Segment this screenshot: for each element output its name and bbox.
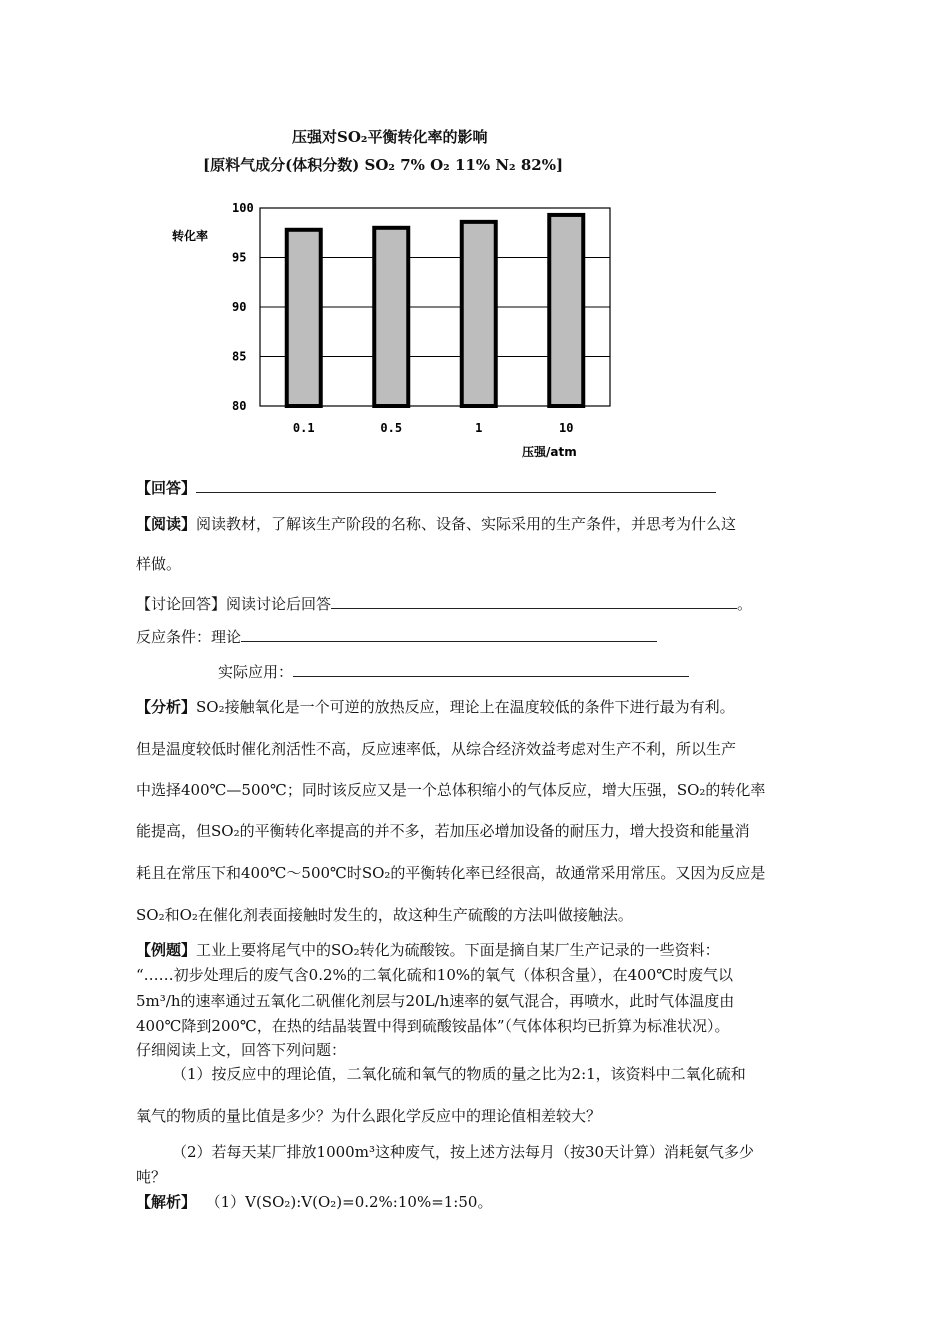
analysis-line-3: 中选择400℃—500℃；同时该反应又是一个总体积缩小的气体反应，增大压强，SO₂的转化率 <box>136 781 766 799</box>
analysis-line-2: 但是温度较低时催化剂活性不高，反应速率低，从综合经济效益考虑对生产不利，所以生产 <box>136 740 737 758</box>
bar <box>462 222 496 406</box>
y-axis-label: 转化率 <box>172 229 209 243</box>
discussion-text: 阅读讨论后回答 <box>226 595 332 613</box>
reading-label: 【阅读】 <box>136 515 197 533</box>
example-line-1 <box>136 940 720 960</box>
question-2-line-1: （2）若每天某厂排放1000m³这种废气，按上述方法每月（按30天计算）消耗氨气多少 <box>172 1143 755 1161</box>
example-line-2: “……初步处理后的废气含0.2%的二氧化硫和10%的氧气（体积含量），在400℃时废气以 <box>136 966 734 984</box>
solution-text: （1）V(SO₂):V(O₂)=0.2%:10%=1:50。 <box>205 1193 493 1211</box>
example-line-5: 仔细阅读上文，回答下列问题： <box>136 1041 347 1059</box>
answer-blank[interactable] <box>196 478 716 493</box>
conditions-label: 反应条件：理论 <box>136 628 242 646</box>
bar <box>374 228 408 406</box>
question-2-line-2: 吨？ <box>136 1168 167 1186</box>
example-line-4: 400℃降到200℃，在热的结晶装置中得到硫酸铵晶体”（气体体积均已折算为标准状况）。 <box>136 1017 730 1035</box>
analysis-label: 【分析】 <box>136 698 197 716</box>
answer-label: 【回答】 <box>136 479 197 497</box>
practice-label: 实际应用： <box>218 663 294 681</box>
analysis-line-5: 耗且在常压下和400℃～500℃时SO₂的平衡转化率已经很高，故通常采用常压。又因为反应是 <box>136 864 766 882</box>
y-tick-label: 95 <box>232 250 247 265</box>
question-1-line-1: （1）按反应中的理论值，二氧化硫和氧气的物质的量之比为2:1，该资料中二氧化硫和 <box>172 1065 746 1083</box>
solution-label: 【解析】 <box>136 1193 197 1211</box>
analysis-line-4: 能提高，但SO₂的平衡转化率提高的并不多，若加压必增加设备的耐压力，增大投资和能量消 <box>136 822 750 840</box>
y-tick-label: 85 <box>232 349 247 364</box>
solution-row <box>136 1192 492 1212</box>
y-tick-label: 90 <box>232 300 247 314</box>
x-tick-label: 10 <box>559 421 574 435</box>
discussion-row <box>136 594 752 614</box>
chart-subtitle: [原料气成分(体积分数) SO₂ 7% O₂ 11% N₂ 82%] <box>203 156 564 174</box>
chart-title: 压强对SO₂平衡转化率的影响 <box>292 128 488 146</box>
bar-chart <box>150 190 630 470</box>
bar <box>287 230 321 406</box>
x-tick-label: 0.1 <box>292 421 315 435</box>
bar <box>549 215 583 406</box>
x-axis-label: 压强/atm <box>522 445 577 459</box>
example-line-3: 5m³/h的速率通过五氧化二矾催化剂层与20L/h速率的氨气混合，再喷水，此时气体温度由 <box>136 992 735 1010</box>
discussion-blank[interactable] <box>331 594 737 609</box>
analysis-line-1 <box>136 697 735 717</box>
conditions-practice-row <box>218 662 689 682</box>
x-tick-label: 1 <box>475 421 483 435</box>
theory-blank[interactable] <box>241 627 657 642</box>
reading-line-1 <box>136 514 736 534</box>
y-tick-label: 100 <box>232 201 254 215</box>
answer-row <box>136 478 716 498</box>
example-text-1: 工业上要将尾气中的SO₂转化为硫酸铵。下面是摘自某厂生产记录的一些资料： <box>196 941 720 959</box>
question-1-line-2: 氧气的物质的量比值是多少？为什么跟化学反应中的理论值相差较大？ <box>136 1107 602 1125</box>
discussion-end: 。 <box>737 595 753 613</box>
analysis-text-1: SO₂接触氧化是一个可逆的放热反应，理论上在温度较低的条件下进行最为有利。 <box>196 698 735 716</box>
reading-text: 阅读教材，了解该生产阶段的名称、设备、实际采用的生产条件，并思考为什么这 <box>196 515 737 533</box>
reading-line-2: 样做。 <box>136 555 182 573</box>
practice-blank[interactable] <box>293 662 689 677</box>
y-tick-label: 80 <box>232 399 247 413</box>
conditions-theory-row <box>136 627 657 647</box>
x-tick-label: 0.5 <box>380 421 403 435</box>
discussion-label: 【讨论回答】 <box>136 595 227 613</box>
example-label: 【例题】 <box>136 941 197 959</box>
analysis-line-6: SO₂和O₂在催化剂表面接触时发生的，故这种生产硫酸的方法叫做接触法。 <box>136 906 633 924</box>
